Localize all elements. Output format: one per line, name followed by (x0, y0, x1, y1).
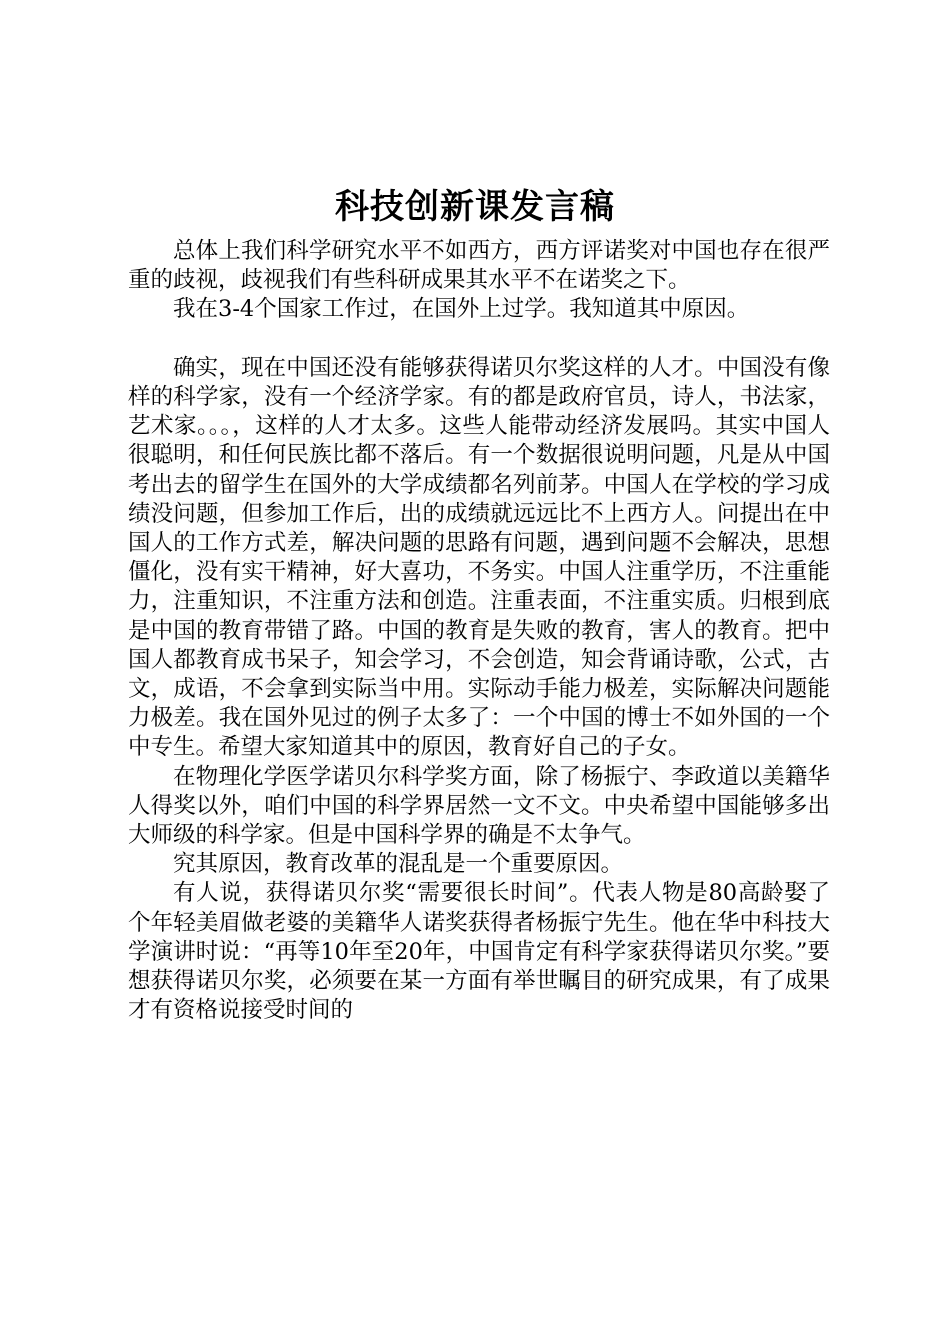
paragraph-6: 有人说，获得诺贝尔奖“需要很长时间”。代表人物是80高龄娶了个年轻美眉做老婆的美籍华人诺奖获得者杨振宁先生。他在华中科技大学演讲时说：“再等10年至20年，中国肯定有科学家获得诺贝尔奖。”要想获得诺贝尔奖，必须要在某一方面有举世瞩目的研究成果，有了成果才有资格说接受时间的 (128, 880, 830, 1024)
paragraph-1: 总体上我们科学研究水平不如西方，西方评诺奖对中国也存在很严重的歧视，歧视我们有些科研成果其水平不在诺奖之下。 (128, 238, 830, 294)
paragraph-5: 究其原因，教育改革的混乱是一个重要原因。 (173, 851, 624, 878)
paragraph-3: 确实，现在中国还没有能够获得诺贝尔奖这样的人才。中国没有像样的科学家，没有一个经济学家。有的都是政府官员，诗人，书法家，艺术家。。。，这样的人才太多。这些人能带动经济发展吗。其实中国人很聪明，和任何民族比都不落后。有一个数据很说明问题，凡是从中国考出去的留学生在国外的大学成绩都名列前茅。中国人在学校的学习成绩没问题，但参加工作后，出的成绩就远远比不上西方人。问提出在中国人的工作方式差，解决问题的思路有问题，遇到问题不会解决，思想僵化，没有实干精神，好大喜功，不务实。中国人注重学历，不注重能力，注重知识，不注重方法和创造。注重表面，不注重实质。归根到底是中国的教育带错了路。中国的教育是失败的教育，害人的教育。把中国人都教育成书呆子，知会学习，不会创造，知会背诵诗歌，公式，古文，成语，不会拿到实际当中用。实际动手能力极差，实际解决问题能力极差。我在国外见过的例子太多了：一个中国的博士不如外国的一个中专生。希望大家知道其中的原因，教育好自己的子女。 (128, 354, 830, 761)
paragraph-2: 我在3-4个国家工作过，在国外上过学。我知道其中原因。 (173, 296, 750, 323)
document-title: 科技创新课发言稿 (335, 187, 615, 227)
paragraph-4: 在物理化学医学诺贝尔科学奖方面，除了杨振宁、李政道以美籍华人得奖以外，咱们中国的科学界居然一文不文。中央希望中国能够多出大师级的科学家。但是中国科学界的确是不太争气。 (128, 763, 830, 849)
document-body (128, 237, 830, 1025)
